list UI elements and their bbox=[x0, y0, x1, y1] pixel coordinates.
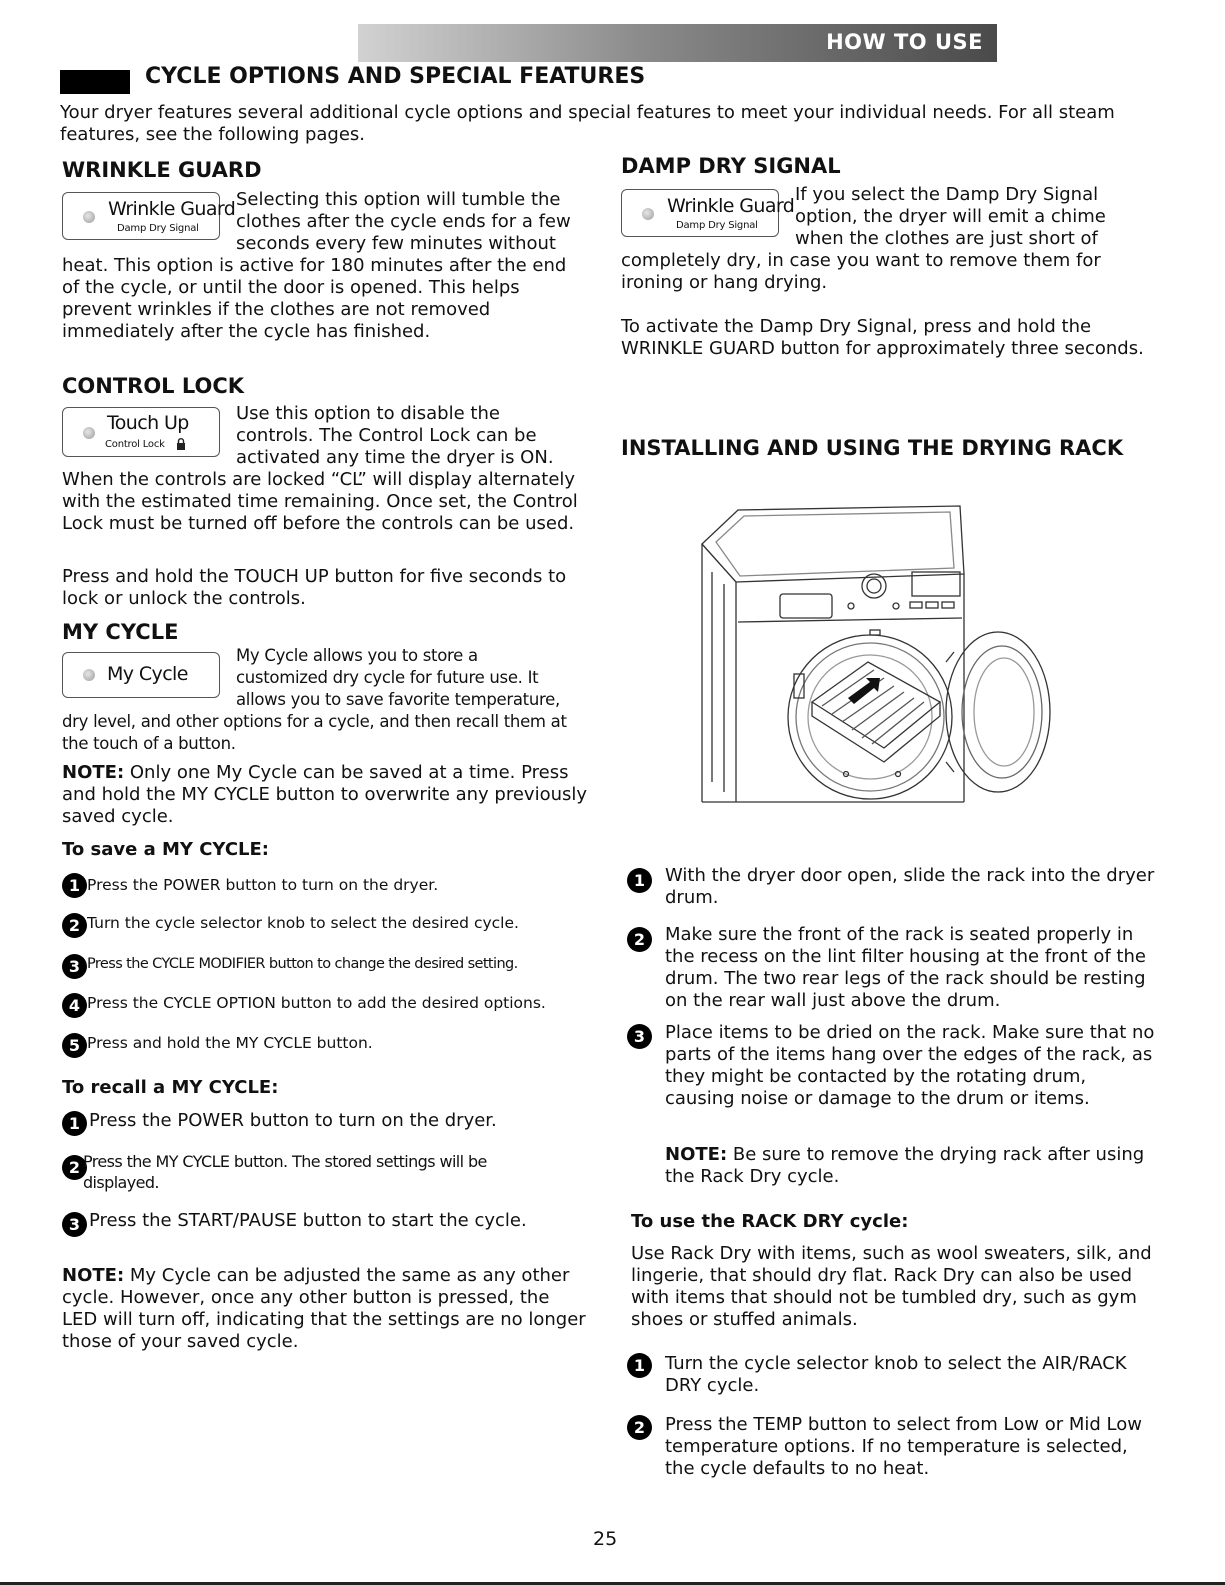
save-step-3: Press the CYCLE MODIFIER button to change the desired setting. bbox=[87, 956, 518, 972]
arrow-icon bbox=[848, 678, 880, 704]
my-cycle-note bbox=[62, 762, 592, 828]
wrinkle-guard-heading: WRINKLE GUARD bbox=[62, 158, 262, 182]
damp-dry-text: completely dry, in case you want to remove them for ironing or hang drying. bbox=[621, 250, 1101, 293]
step-number-2: 2 bbox=[62, 913, 87, 938]
led-dot-icon bbox=[83, 669, 95, 681]
save-step-4: Press the CYCLE OPTION button to add the desired options. bbox=[87, 994, 546, 1012]
step-number-2: 2 bbox=[627, 927, 652, 952]
panel-main-label: Wrinkle Guard bbox=[108, 198, 236, 220]
save-step-1: Press the POWER button to turn on the dryer. bbox=[87, 876, 439, 894]
header-tab-label: HOW TO USE bbox=[826, 30, 983, 54]
step-number-5: 5 bbox=[62, 1033, 87, 1058]
note-text: Only one My Cycle can be saved at a time. Press and hold the MY CYCLE button to overwrite any previously saved cycle. bbox=[62, 762, 588, 827]
led-dot-icon bbox=[83, 427, 95, 439]
rack-step-2: Make sure the front of the rack is seated properly in the recess on the lint filter housing at the front of the drum. The two rear legs of the rack should be resting on the rear wall just above the drum. bbox=[665, 924, 1146, 1011]
header-bar bbox=[358, 24, 997, 62]
step-number-2: 2 bbox=[627, 1415, 652, 1440]
panel-main-label: Touch Up bbox=[107, 412, 189, 434]
control-lock-instruction: Press and hold the TOUCH UP button for five seconds to lock or unlock the controls. bbox=[62, 566, 567, 609]
step-number-4: 4 bbox=[62, 993, 87, 1018]
rack-dry-heading: To use the RACK DRY cycle: bbox=[631, 1211, 909, 1232]
recall-step-3: Press the START/PAUSE button to start the cycle. bbox=[89, 1210, 527, 1231]
dryer-with-rack-illustration bbox=[698, 502, 1066, 810]
rack-note bbox=[665, 1144, 1160, 1188]
my-cycle-line-3: allows you to save favorite temperature, bbox=[236, 690, 560, 709]
note-label: NOTE: bbox=[62, 762, 125, 783]
step-number-1: 1 bbox=[62, 1111, 87, 1136]
wrinkle-guard-panel-image bbox=[62, 192, 236, 240]
step-number-1: 1 bbox=[627, 1353, 652, 1378]
damp-dry-line-2: option, the dryer will emit a chime bbox=[795, 206, 1106, 227]
step-number-3: 3 bbox=[62, 954, 87, 979]
step-number-3: 3 bbox=[627, 1024, 652, 1049]
drying-rack-heading: INSTALLING AND USING THE DRYING RACK bbox=[621, 436, 1124, 460]
damp-dry-line-1: If you select the Damp Dry Signal bbox=[795, 184, 1099, 205]
my-cycle-line-2: customized dry cycle for future use. It bbox=[236, 668, 539, 687]
control-lock-heading: CONTROL LOCK bbox=[62, 374, 245, 398]
damp-dry-heading: DAMP DRY SIGNAL bbox=[621, 154, 841, 178]
damp-dry-line-3: when the clothes are just short of bbox=[795, 228, 1098, 249]
save-step-2: Turn the cycle selector knob to select the desired cycle. bbox=[87, 914, 519, 932]
my-cycle-line-1: My Cycle allows you to store a bbox=[236, 646, 478, 665]
control-lock-line-3: activated any time the dryer is ON. bbox=[236, 447, 554, 468]
control-lock-line-2: controls. The Control Lock can be bbox=[236, 425, 537, 446]
page-title: CYCLE OPTIONS AND SPECIAL FEATURES bbox=[145, 64, 646, 89]
section-intro: Your dryer features several additional cycle options and special features to meet your individual needs. For all steam features, see the following pages. bbox=[60, 102, 1115, 145]
rack-step-3: Place items to be dried on the rack. Make sure that no parts of the items hang over the edges of the rack, as they might be contacted by the rotating drum, causing noise or damage to the drum or items. bbox=[665, 1022, 1155, 1109]
step-number-2: 2 bbox=[62, 1155, 87, 1180]
note-label: NOTE: bbox=[665, 1144, 728, 1165]
save-my-cycle-heading: To save a MY CYCLE: bbox=[62, 839, 269, 860]
my-cycle-heading: MY CYCLE bbox=[62, 620, 179, 644]
note-text: My Cycle can be adjusted the same as any other cycle. However, once any other button is pressed, the LED will turn off, indicating that the settings are no longer those of your saved cycle. bbox=[62, 1265, 586, 1352]
step-number-1: 1 bbox=[627, 868, 652, 893]
control-lock-text: When the controls are locked “CL” will display alternately with the estimated time remaining. Once set, the Control Lock must be turned off before the controls can be used. bbox=[62, 469, 578, 534]
panel-main-label: Wrinkle Guard bbox=[667, 195, 795, 217]
step-number-3: 3 bbox=[62, 1212, 87, 1237]
recall-my-cycle-heading: To recall a MY CYCLE: bbox=[62, 1077, 279, 1098]
panel-main-label: My Cycle bbox=[107, 663, 188, 685]
rack-dry-text: Use Rack Dry with items, such as wool sweaters, silk, and lingerie, that should dry flat. Rack Dry can also be used with items that should not be tumbled dry, such as gym shoes or stuffed animals. bbox=[631, 1243, 1152, 1330]
section-marker bbox=[60, 70, 130, 94]
rack-step-1: With the dryer door open, slide the rack into the dryer drum. bbox=[665, 865, 1155, 908]
note-text: Be sure to remove the drying rack after using the Rack Dry cycle. bbox=[665, 1144, 1145, 1187]
note-label: NOTE: bbox=[62, 1265, 125, 1286]
step-number-1: 1 bbox=[62, 873, 87, 898]
rack-dry-step-2: Press the TEMP button to select from Low or Mid Low temperature options. If no temperature is selected, the cycle defaults to no heat. bbox=[665, 1414, 1142, 1479]
save-step-5: Press and hold the MY CYCLE button. bbox=[87, 1034, 373, 1052]
control-lock-panel-image bbox=[62, 407, 220, 457]
recall-step-2: Press the MY CYCLE button. The stored settings will be displayed. bbox=[83, 1152, 487, 1192]
wrinkle-guard-line-1: Selecting this option will tumble the bbox=[236, 189, 561, 210]
wrinkle-guard-line-2: clothes after the cycle ends for a few bbox=[236, 211, 571, 232]
damp-dry-panel-image bbox=[621, 189, 795, 237]
panel-sub-label: Damp Dry Signal bbox=[676, 220, 758, 231]
lock-icon bbox=[176, 438, 186, 450]
my-cycle-note-2 bbox=[62, 1265, 587, 1353]
my-cycle-panel-image bbox=[62, 652, 220, 698]
damp-dry-instruction: To activate the Damp Dry Signal, press and hold the WRINKLE GUARD button for approximately three seconds. bbox=[621, 316, 1144, 359]
wrinkle-guard-text: heat. This option is active for 180 minutes after the end of the cycle, or until the door is opened. This helps prevent wrinkles if the clothes are not removed immediately after the cycle has finished. bbox=[62, 255, 567, 342]
led-dot-icon bbox=[642, 208, 654, 220]
control-lock-line-1: Use this option to disable the bbox=[236, 403, 500, 424]
led-dot-icon bbox=[83, 211, 95, 223]
panel-sub-label: Damp Dry Signal bbox=[117, 223, 199, 234]
panel-sub-label: Control Lock bbox=[105, 439, 165, 450]
recall-step-1: Press the POWER button to turn on the dryer. bbox=[89, 1110, 497, 1131]
rack-dry-step-1: Turn the cycle selector knob to select the AIR/RACK DRY cycle. bbox=[665, 1353, 1127, 1396]
page-number: 25 bbox=[593, 1528, 618, 1550]
my-cycle-text: dry level, and other options for a cycle, and then recall them at the touch of a button. bbox=[62, 712, 567, 753]
wrinkle-guard-line-3: seconds every few minutes without bbox=[236, 233, 556, 254]
